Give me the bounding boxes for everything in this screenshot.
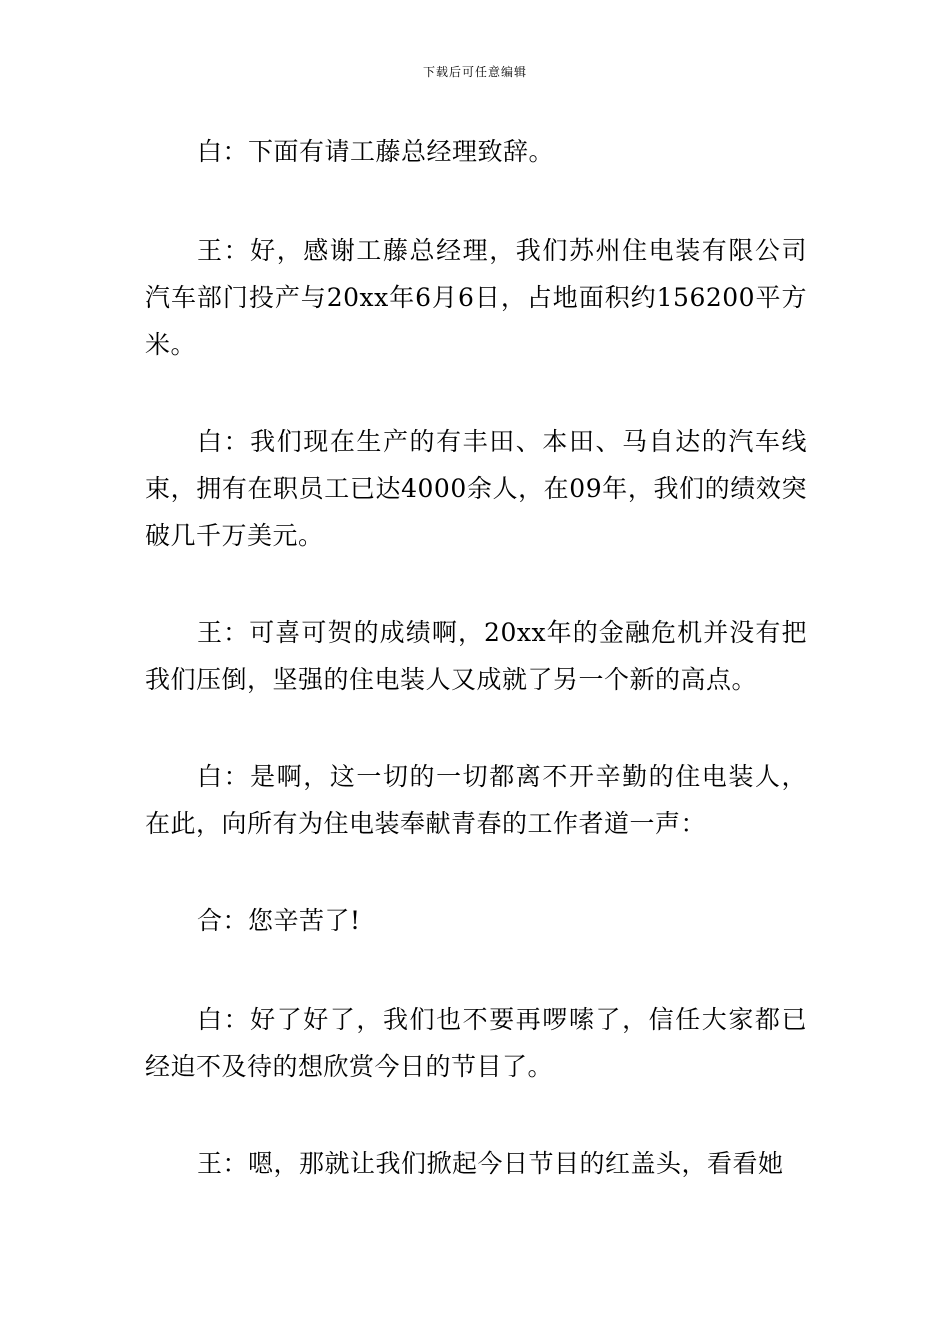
header-note: 下载后可任意编辑 (422, 65, 527, 79)
paragraph-1: 白：下面有请工藤总经理致辞。 (197, 137, 555, 166)
paragraph-2: 王：好，感谢工藤总经理，我们苏州住电装有限公司汽车部门投产与20xx年6月6日，占地面积约156200平方米。 (145, 236, 807, 359)
paragraph-8: 王：嗯，那就让我们掀起今日节目的红盖头，看看她 (197, 1149, 784, 1178)
paragraph-5: 白：是啊，这一切的一切都离不开辛勤的住电装人，在此，向所有为住电装奉献青春的工作者道一声： (145, 762, 807, 838)
document-body (145, 128, 807, 1237)
paragraph-7: 白：好了好了，我们也不要再啰嗦了，信任大家都已经迫不及待的想欣赏今日的节目了。 (145, 1005, 807, 1081)
paragraph-3: 白：我们现在生产的有丰田、本田、马自达的汽车线束，拥有在职员工已达4000余人，在09年，我们的绩效突破几千万美元。 (145, 427, 807, 550)
paragraph-4: 王：可喜可贺的成绩啊，20xx年的金融危机并没有把我们压倒，坚强的住电装人又成就了另一个新的高点。 (145, 618, 807, 694)
paragraph-6: 合：您辛苦了! (197, 906, 361, 935)
